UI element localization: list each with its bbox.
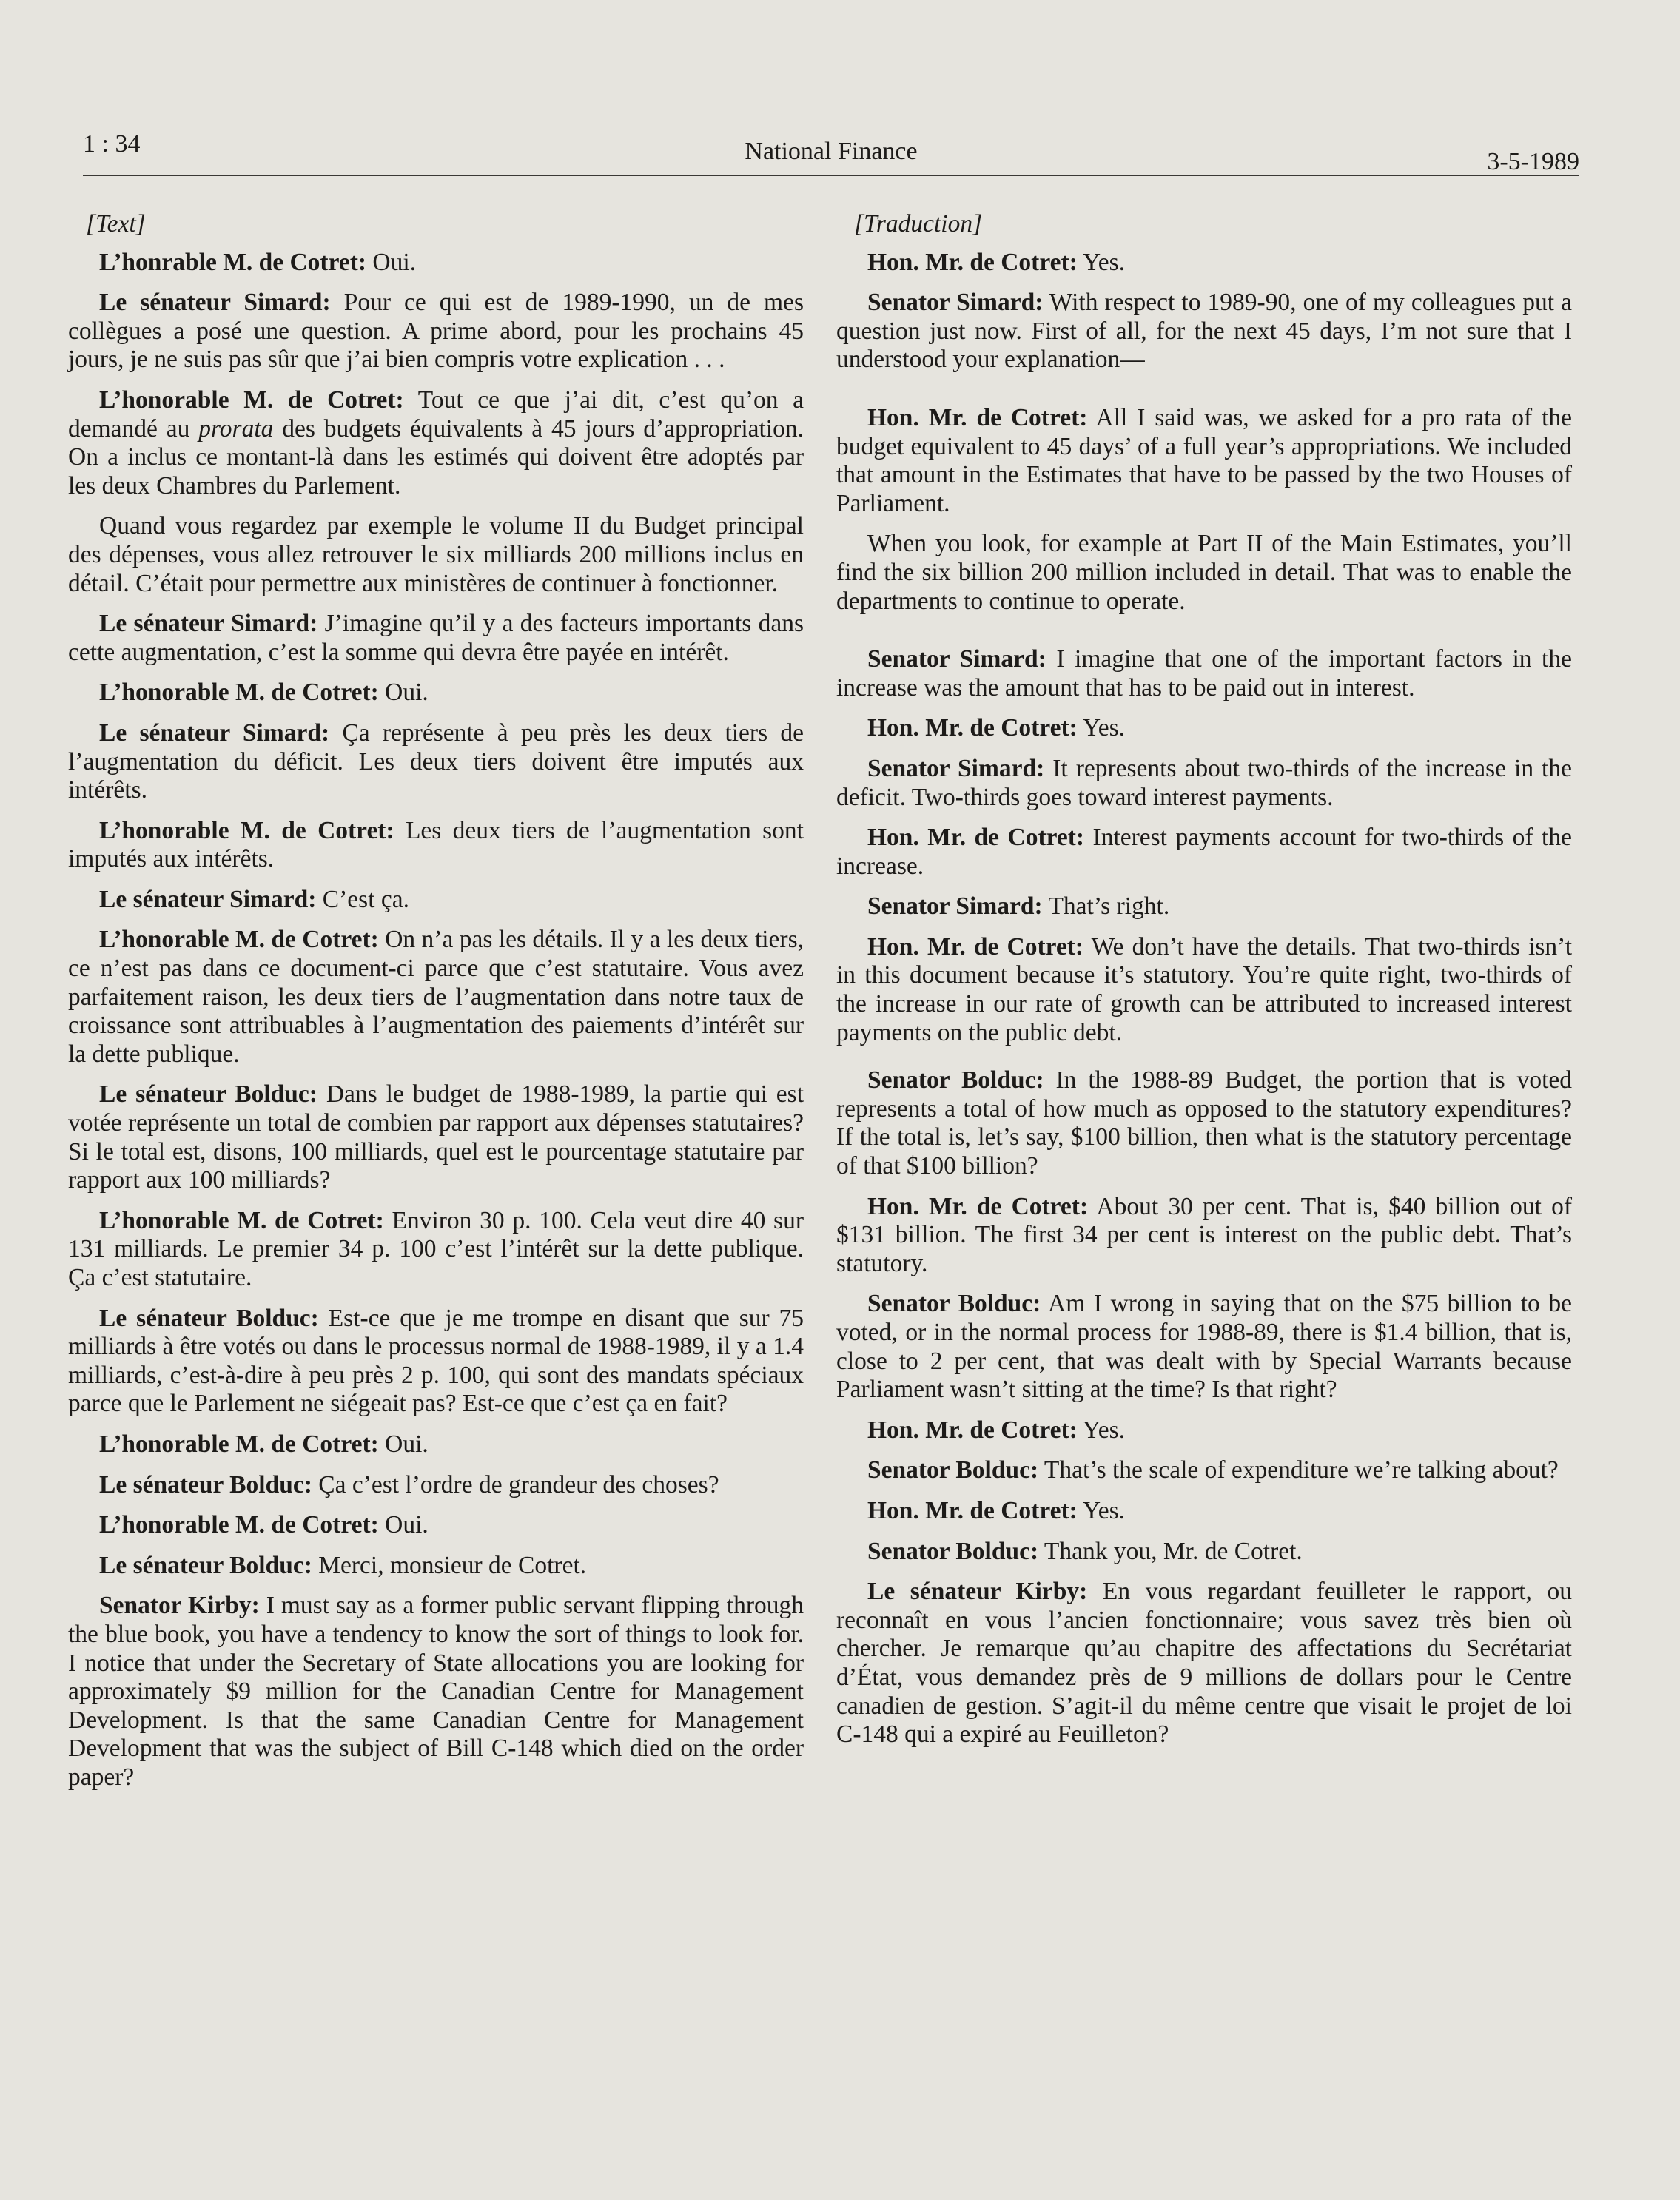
- paragraph: [68, 249, 804, 277]
- paragraph: [836, 1497, 1572, 1526]
- speaker: L’honorable M. de Cotret:: [99, 1206, 384, 1234]
- paragraph: [836, 714, 1572, 743]
- right-column: [836, 210, 1572, 1761]
- speech-text: Quand vous regardez par exemple le volume II du Budget principal des dépenses, vous allez retrouver le six milliards 200 millions inclus en détail. C’était pour permettre aux ministères de continuer à fonctionner.: [68, 512, 804, 597]
- speaker: Senator Bolduc:: [867, 1290, 1041, 1318]
- left-column: [68, 210, 804, 1804]
- speech-text: We don’t have the details. That two-thirds isn’t in this document because it’s statutory. You’re quite right, two-thirds of the increase in our rate of growth can be attributed to increased interest payments on the public debt.: [836, 932, 1572, 1046]
- paragraph: [68, 512, 804, 598]
- paragraph: [68, 1305, 804, 1419]
- speech-text: That’s right.: [1042, 892, 1170, 921]
- paragraph: [68, 719, 804, 805]
- speaker: Hon. Mr. de Cotret:: [867, 714, 1078, 742]
- paragraph: [68, 289, 804, 374]
- speaker: L’honorable M. de Cotret:: [99, 926, 379, 954]
- header-rule: [83, 175, 1579, 176]
- speech-text: Am I wrong in saying that on the $75 billion to be voted, or in the normal process for 1988-89, there is $1.4 billion, that is, close to 2 per cent, that was dealt with by Special Warrants because Parliament wasn’t sitting at the time? Is that right?: [836, 1290, 1572, 1404]
- column-label: [Text]: [86, 210, 146, 238]
- speech-text: Pour ce qui est de 1989-1990, un de mes collègues a posé une question. A prime abord, pour les prochains 45 jours, je ne suis pas sûr que j’ai bien compris votre explication . . .: [68, 289, 804, 374]
- speaker: Hon. Mr. de Cotret:: [867, 1416, 1078, 1444]
- speaker: Le sénateur Bolduc:: [99, 1080, 317, 1109]
- paragraph: [836, 1290, 1572, 1404]
- speech-text: Yes.: [1077, 248, 1126, 276]
- speaker: Senator Bolduc:: [867, 1456, 1039, 1484]
- paragraph: [68, 679, 804, 707]
- paragraph: [836, 824, 1572, 881]
- paragraph: [836, 1456, 1572, 1485]
- paragraph: [68, 1080, 804, 1194]
- speaker: L’honorable M. de Cotret:: [99, 1430, 379, 1458]
- speech-text: It represents about two-thirds of the increase in the deficit. Two-thirds goes toward interest payments.: [836, 754, 1572, 811]
- paragraph: [68, 926, 804, 1069]
- speaker: Le sénateur Bolduc:: [99, 1551, 312, 1579]
- paragraph: [836, 404, 1572, 518]
- speaker: Senator Simard:: [867, 754, 1045, 782]
- paragraph: [68, 1592, 804, 1792]
- paragraph: [68, 610, 804, 667]
- paragraph: [836, 1193, 1572, 1279]
- speaker: Hon. Mr. de Cotret:: [867, 403, 1088, 431]
- paragraph: [68, 386, 804, 500]
- speech-text: About 30 per cent. That is, $40 billion out of $131 billion. The first 34 per cent is interest on the public debt. That’s statutory.: [836, 1192, 1572, 1277]
- column-label: [Traduction]: [854, 210, 983, 238]
- paragraph: [836, 1066, 1572, 1180]
- speech-text: des budgets équivalents à 45 jours d’appropriation. On a inclus ce montant-là dans les estimés qui doivent être adoptés par les deux Chambres du Parlement.: [68, 414, 804, 499]
- paragraph: [836, 249, 1572, 277]
- speaker: Senator Simard:: [867, 892, 1043, 921]
- speech-text: I imagine that one of the important factors in the increase was the amount that has to be paid out in interest.: [836, 645, 1572, 702]
- paragraph: [68, 1552, 804, 1581]
- speech-text: C’est ça.: [316, 885, 409, 913]
- paragraph: [836, 755, 1572, 812]
- paragraph: [836, 892, 1572, 921]
- paragraph: [836, 645, 1572, 702]
- speaker: Senator Bolduc:: [867, 1537, 1039, 1565]
- speech-text: Les deux tiers de l’augmentation sont imputés aux intérêts.: [68, 816, 804, 873]
- speech-text: When you look, for example at Part II of the Main Estimates, you’ll find the six billion 200 million included in detail. That was to enable the departments to continue to operate.: [836, 530, 1572, 615]
- page-date: 3-5-1989: [1487, 148, 1579, 175]
- speaker: Le sénateur Simard:: [99, 610, 318, 638]
- speech-text: Oui.: [378, 679, 429, 707]
- speaker: Senator Simard:: [867, 645, 1046, 673]
- speaker: L’honrable M. de Cotret:: [99, 248, 367, 276]
- speech-text: Oui.: [378, 1511, 429, 1539]
- speech-text: Oui.: [378, 1430, 429, 1458]
- speaker: Le sénateur Kirby:: [867, 1578, 1088, 1606]
- speaker: Le sénateur Bolduc:: [99, 1304, 319, 1332]
- speech-text: That’s the scale of expenditure we’re talking about?: [1038, 1456, 1559, 1484]
- paragraph: [836, 1538, 1572, 1567]
- paragraph: [68, 1207, 804, 1293]
- speech-text: Interest payments account for two-thirds of the increase.: [836, 824, 1572, 880]
- running-title: National Finance: [745, 138, 918, 165]
- paragraph: [836, 1416, 1572, 1445]
- speaker: Hon. Mr. de Cotret:: [867, 248, 1078, 276]
- speech-text: Environ 30 p. 100. Cela veut dire 40 sur 131 milliards. Le premier 34 p. 100 c’est l’intérêt sur la dette publique. Ça c’est statutaire.: [68, 1206, 804, 1291]
- speaker: Le sénateur Simard:: [99, 289, 331, 317]
- speaker: Hon. Mr. de Cotret:: [867, 824, 1085, 852]
- speaker: L’honorable M. de Cotret:: [99, 816, 394, 844]
- page-header: [83, 130, 1579, 176]
- speaker: Senator Kirby:: [99, 1592, 260, 1620]
- speaker: Senator Bolduc:: [867, 1066, 1044, 1094]
- speaker: Le sénateur Simard:: [99, 719, 330, 747]
- paragraph: [68, 817, 804, 874]
- speech-text: Merci, monsieur de Cotret.: [312, 1551, 587, 1579]
- speech-text: Oui.: [366, 248, 417, 276]
- speech-text: Thank you, Mr. de Cotret.: [1038, 1537, 1303, 1565]
- speaker: L’honorable M. de Cotret:: [99, 679, 379, 707]
- speaker: Senator Simard:: [867, 289, 1044, 317]
- speech-text: Ça représente à peu près les deux tiers de l’augmentation du déficit. Les deux tiers doivent être imputés aux intérêts.: [68, 719, 804, 804]
- paragraph: [836, 289, 1572, 374]
- speech-text: Yes.: [1077, 714, 1126, 742]
- page-number: 1 : 34: [83, 130, 141, 158]
- speaker: Le sénateur Simard:: [99, 885, 317, 913]
- paragraph: [68, 1471, 804, 1500]
- speech-text: Yes.: [1077, 1496, 1126, 1524]
- speech-text: On n’a pas les détails. Il y a les deux tiers, ce n’est pas dans ce document-ci parce que c’est statutaire. Vous avez parfaitement raison, les deux tiers de l’augmentation dans notre taux de croissance sont attribuables à l’augmentation des paiements d’intérêt sur la dette publique.: [68, 926, 804, 1068]
- speaker: L’honorable M. de Cotret:: [99, 386, 404, 414]
- speech-text: En vous regardant feuilleter le rapport, ou reconnaît en vous l’ancien fonctionnaire; vous savez très bien où chercher. Je remarque qu’au chapitre des affectations du Secrétariat d’État, vous demandez près de 9 millions de dollars pour le Centre canadien de gestion. S’agit-il du même centre que visait le projet de loi C-148 qui a expiré au Feuilleton?: [836, 1578, 1572, 1749]
- speech-text: J’imagine qu’il y a des facteurs importants dans cette augmentation, c’est la somme qui devra être payée en intérêt.: [68, 610, 804, 666]
- speech-text: Tout ce que j’ai dit, c’est qu’on a demandé au: [68, 386, 804, 443]
- speech-text: Dans le budget de 1988-1989, la partie qui est votée représente un total de combien par rapport aux dépenses statutaires? Si le total est, disons, 100 milliards, quel est le pourcentage statutaire par rapport aux 100 milliards?: [68, 1080, 804, 1194]
- emphasis: prorata: [198, 414, 274, 443]
- paragraph: [68, 886, 804, 915]
- paragraph: [68, 1430, 804, 1459]
- speech-text: With respect to 1989-90, one of my colleagues put a question just now. First of all, for the next 45 days, I’m not sure that I understood your explanation—: [836, 289, 1572, 374]
- paragraph: [836, 530, 1572, 616]
- speaker: Hon. Mr. de Cotret:: [867, 932, 1084, 961]
- speech-text: Yes.: [1077, 1416, 1126, 1444]
- paragraph: [836, 933, 1572, 1047]
- speaker: L’honorable M. de Cotret:: [99, 1511, 379, 1539]
- speech-text: Est-ce que je me trompe en disant que sur 75 milliards à être votés ou dans le processus normal de 1988-1989, il y a 1.4 milliards, c’est-à-dire à peu près 2 p. 100, qui sont des mandats spéciaux parce que le Parlement ne siégeait pas? Est-ce que c’est ça en fait?: [68, 1304, 804, 1418]
- paragraph: [68, 1511, 804, 1540]
- speaker: Le sénateur Bolduc:: [99, 1470, 312, 1498]
- speech-text: I must say as a former public servant flipping through the blue book, you have a tendency to know the sort of things to look for. I notice that under the Secretary of State allocations you are looking for approximately $9 million for the Canadian Centre for Management Development. Is that the same Canadian Centre for Management Development that was the subject of Bill C-148 which died on the order paper?: [68, 1592, 804, 1791]
- paragraph: [836, 1578, 1572, 1749]
- speech-text: In the 1988-89 Budget, the portion that is voted represents a total of how much as opposed to the statutory expenditures? If the total is, let’s say, $100 billion, then what is the statutory percentage of that $100 billion?: [836, 1066, 1572, 1180]
- speaker: Hon. Mr. de Cotret:: [867, 1496, 1078, 1524]
- speech-text: Ça c’est l’ordre de grandeur des choses?: [312, 1470, 719, 1498]
- speech-text: All I said was, we asked for a pro rata of the budget equivalent to 45 days’ of a full year’s appropriations. We included that amount in the Estimates that have to be passed by the two Houses of Parliament.: [836, 403, 1572, 517]
- speaker: Hon. Mr. de Cotret:: [867, 1192, 1089, 1220]
